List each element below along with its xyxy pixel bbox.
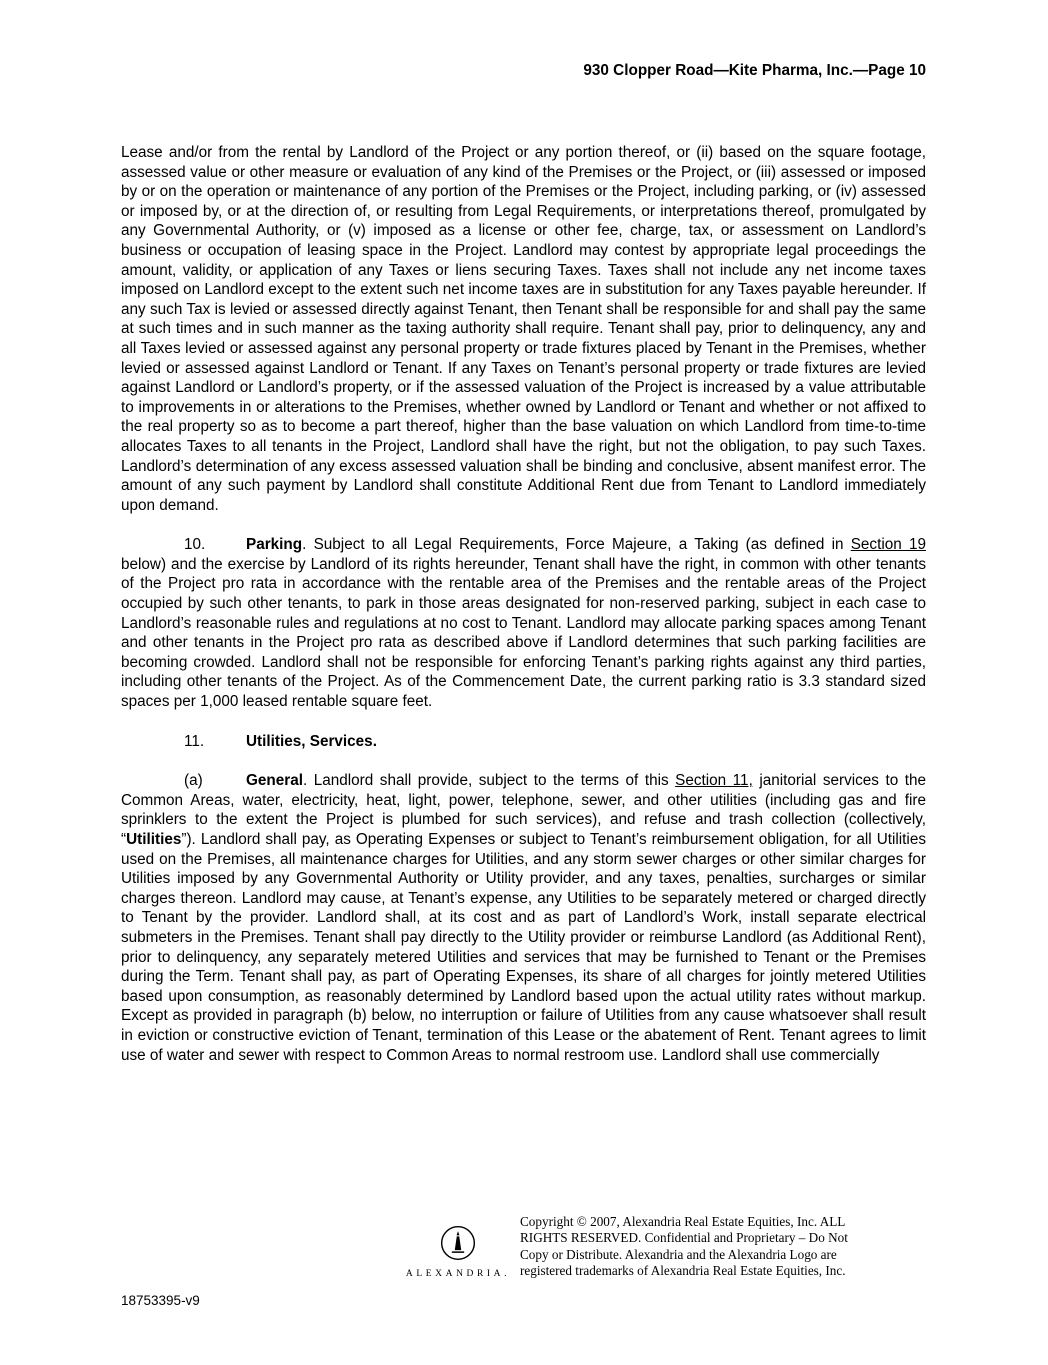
copyright-line: registered trademarks of Alexandria Real Estate Equities, Inc. xyxy=(520,1262,846,1278)
section-number: 10. xyxy=(184,536,206,554)
page-footer xyxy=(402,1214,848,1279)
defined-term-utilities: Utilities xyxy=(126,831,182,848)
section-19-reference: Section 19 xyxy=(850,536,926,554)
paragraph-taxes-continuation xyxy=(121,143,926,515)
section-number: 11. xyxy=(184,732,205,750)
header-title: 930 Clopper Road—Kite Pharma, Inc.—Page 10 xyxy=(583,62,926,79)
copyright-line: RIGHTS RESERVED. Confidential and Proprietary – Do Not xyxy=(520,1230,848,1246)
section-11-reference: Section 11, xyxy=(675,772,753,790)
paragraph-text: . Landlord shall provide, subject to the terms of this xyxy=(302,772,676,790)
paragraph-10-parking xyxy=(121,535,926,711)
paragraph-text: below) and the exercise by Landlord of its rights hereunder, Tenant shall have the right, in common with other tenants of the Project pro rata in accordance with the rentable area of the Premises and the rentable areas of the Project occupied by such other tenants, to park in those areas designated for non-reserved parking, subject in each case to Landlord’s reasonable rules and regulations at no cost to Tenant. Landlord may allocate parking spaces among Tenant and other tenants in the Project pro rata as described above if Landlord determines that such parking facilities are becoming crowded. Landlord shall not be responsible for enforcing Tenant’s parking rights against any third parties, including other tenants of the Project. As of the Commencement Date, the current parking ratio is 3.3 standard sized spaces per 1,000 leased rentable square feet. xyxy=(121,555,926,711)
paragraph-text: janitorial services to the Common Areas, water, electricity, heat, light, power, telephone, sewer, and other utilities (including gas and fire sprinklers to the extent the Project is plumbed for such services), and refuse and trash collection (collectively, “ xyxy=(121,772,927,848)
subsection-heading: General xyxy=(246,772,303,790)
page-header xyxy=(121,62,926,80)
copyright-line: Copyright © 2007, Alexandria Real Estate Equities, Inc. ALL xyxy=(520,1214,846,1229)
copyright-notice xyxy=(520,1214,848,1279)
paragraph-11a-general xyxy=(121,771,926,1065)
subsection-letter: (a) xyxy=(184,772,203,790)
lighthouse-icon xyxy=(439,1249,477,1266)
paragraph-11-utilities-heading xyxy=(121,732,926,752)
paragraph-text: ”). Landlord shall pay, as Operating Expenses or subject to Tenant’s reimbursement obligation, for all Utilities used on the Premises, all maintenance charges for Utilities, and any storm sewer charges or other similar charges for Utilities imposed by any Governmental Authority or Utility provider, and any taxes, penalties, surcharges or similar charges thereon. Landlord may cause, at Tenant’s expense, any Utilities to be separately metered or charged directly to Tenant by the provider. Landlord shall, at its cost and as part of Landlord’s Work, install separate electrical submeters in the Premises. Tenant shall pay directly to the Utility provider or reimburse Landlord (as Additional Rent), prior to delinquency, any separately metered Utilities and services that may be furnished to Tenant or the Premises during the Term. Tenant shall pay, as part of Operating Expenses, its share of all charges for jointly metered Utilities based upon consumption, as reasonably determined by Landlord based upon the actual utility rates without markup. Except as provided in paragraph (b) below, no interruption or failure of Utilities from any cause whatsoever shall result in eviction or constructive eviction of Tenant, termination of this Lease or the abatement of Rent. Tenant agrees to limit use of water and sewer with respect to Common Areas to normal restroom use. Landlord shall use commercially xyxy=(121,831,926,1064)
copyright-line: Copy or Distribute. Alexandria and the Alexandria Logo are xyxy=(520,1246,837,1262)
alexandria-logo xyxy=(402,1224,514,1279)
section-heading: Utilities, Services. xyxy=(246,732,377,750)
document-number: 18753395-v9 xyxy=(121,1293,200,1308)
logo-wordmark: ALEXANDRIA. xyxy=(405,1269,511,1279)
paragraph-text: . Subject to all Legal Requirements, Force Majeure, a Taking (as defined in xyxy=(302,536,851,554)
paragraph-text: Lease and/or from the rental by Landlord of the Project or any portion thereof, or (ii) based on the square footage, assessed value or other measure or evaluation of any kind of the Premises or the Project, or (iii) assessed or imposed by or on the operation or maintenance of any portion of the Premises or the Project, including parking, or (iv) assessed or imposed by, or at the direction of, or resulting from Legal Requirements, or interpretations thereof, promulgated by any Governmental Authority, or (v) imposed as a license or other fee, charge, tax, or assessment on Landlord’s business or occupation of leasing space in the Project. Landlord may contest by appropriate legal proceedings the amount, validity, or application of any Taxes or liens securing Taxes. Taxes shall not include any net income taxes imposed on Landlord except to the extent such net income taxes are in substitution for any Taxes payable hereunder. If any such Tax is levied or assessed directly against Tenant, then Tenant shall be responsible for and shall pay the same at such times and in such manner as the taxing authority shall require. Tenant shall pay, prior to delinquency, any and all Taxes levied or assessed against any personal property or trade fixtures placed by Tenant in the Premises, whether levied or assessed against Landlord or Tenant. If any Taxes on Tenant’s personal property or trade fixtures are levied against Landlord or Landlord’s property, or if the assessed valuation of the Project is increased by a value attributable to improvements in or alterations to the Premises, whether owned by Landlord or Tenant and whether or not affixed to the real property so as to become a part thereof, higher than the base valuation on which Landlord from time-to-time allocates Taxes to all tenants in the Project, Landlord shall have the right, but not the obligation, to pay such Taxes. Landlord’s determination of any excess assessed valuation shall be binding and conclusive, absent manifest error. The amount of any such payment by Landlord shall constitute Additional Rent due from Tenant to Landlord immediately upon demand. xyxy=(121,144,926,514)
document-body xyxy=(121,143,926,1085)
section-heading: Parking xyxy=(246,536,303,554)
